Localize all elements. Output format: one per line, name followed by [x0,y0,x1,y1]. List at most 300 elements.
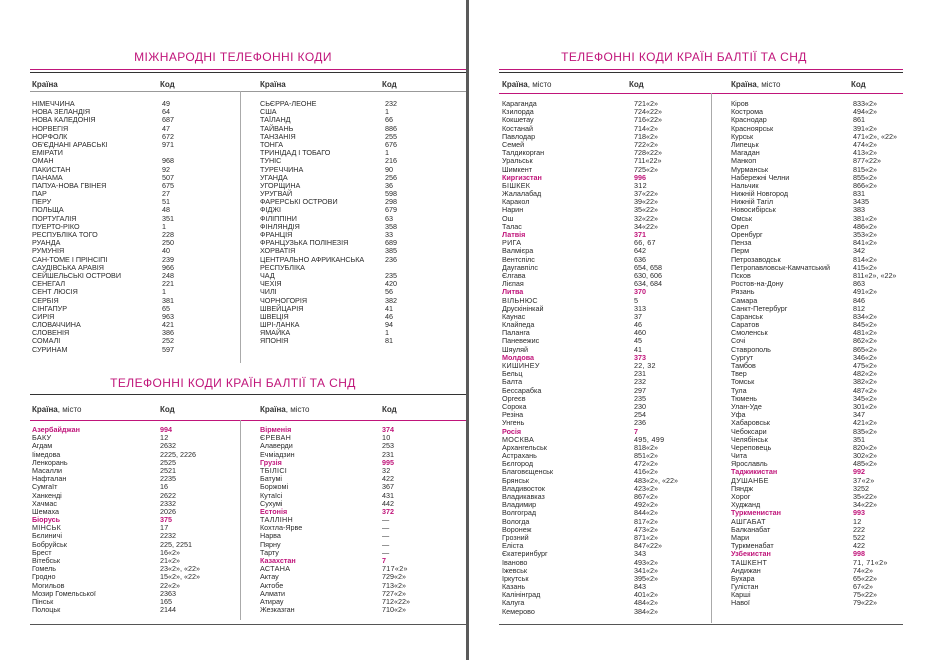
phone-code: 485«2» [853,459,877,469]
table-row [731,526,931,534]
place-name: ПУЕРТО-РІКО [32,221,80,231]
phone-code: 358 [385,221,397,231]
place-name: Нарва [260,531,281,541]
table-row [260,337,465,345]
phone-code: 855«2» [853,172,877,182]
table-row [502,518,707,526]
phone-code: 21«2» [160,556,180,565]
phone-code: 421 [162,320,174,330]
table-row [731,346,931,354]
cis-header-code-2: Код [382,405,397,414]
phone-code: 995 [382,457,394,467]
place-name: Чебоксари [731,426,767,436]
place-name: Балта [502,377,523,387]
table-row [731,362,931,370]
place-name: ПАПУА-НОВА ГВІНЕЯ [32,180,107,190]
phone-code: 1 [385,328,389,338]
place-name: Актобе [260,580,284,590]
table-row [260,524,465,532]
place-name: ФІЛІППІНИ [260,213,297,223]
phone-code: 416«2» [634,467,658,477]
table-row [502,608,707,616]
place-name: УРУГВАЙ [260,189,293,199]
table-row [731,174,931,182]
phone-code: 383 [853,205,865,215]
phone-code: 420 [385,279,397,289]
phone-code: 1 [385,107,389,117]
phone-code: 254 [634,410,646,420]
table-row [32,190,237,198]
place-name: ТАЇЛАНД [260,115,291,125]
phone-code: 867«2» [634,492,658,501]
place-name: Петропавловськ-Камчатський [731,262,831,272]
place-name: ЧИЛІ [260,287,277,297]
table-row [731,444,931,452]
phone-code: 301«2» [853,401,877,411]
phone-code: 679 [385,205,397,215]
table-row [260,606,465,614]
phone-code: 713«2» [382,580,406,590]
place-name: Архангельськ [502,442,547,452]
place-name: НОРВЕГІЯ [32,123,69,133]
table-row [731,125,931,133]
place-name: ФІНЛЯНДІЯ [260,221,300,231]
phone-code: 711«22» [634,156,662,166]
phone-code: 494«2» [853,107,877,117]
table-row [731,559,931,567]
phone-code: 495, 499 [634,434,665,444]
place-name: Астрахань [502,451,537,461]
header-rule [30,91,466,92]
phone-code: 636 [634,254,646,264]
place-name: ДУШАНБЕ [731,475,769,485]
place-name: Хорог [731,492,751,501]
phone-code: 886 [385,123,397,133]
table-row [32,500,237,508]
phone-code: 75«22» [853,590,877,600]
table-row [260,590,465,598]
phone-code: 41 [385,303,393,313]
country-row [32,516,237,524]
place-name: Гродно [32,572,56,582]
phone-code: 843 [634,582,646,592]
phone-code: 253 [382,441,394,451]
phone-code: 844«2» [634,508,658,518]
table-row [260,492,465,500]
phone-code: 49 [162,99,170,108]
place-name: Нижній Новгород [731,189,789,199]
table-row [32,492,237,500]
phone-code: 32«22» [634,213,658,223]
phone-code: 74«2» [853,565,873,575]
place-name: Смоленськ [731,328,768,338]
table-row [731,313,931,321]
table-row [502,534,707,542]
table-row [731,141,931,149]
phone-code: 367 [382,482,394,492]
place-name: ШРІ-ЛАНКА [260,320,300,330]
phone-code: 993 [853,508,865,518]
phone-code: 442 [382,498,394,508]
phone-code: 672 [162,131,174,141]
phone-code: 230 [634,401,646,411]
phone-code: 12 [853,516,862,526]
table-row [731,206,931,214]
place-name: Валмієра [502,246,534,256]
phone-code: 725«2» [634,164,658,174]
table-row [260,272,465,280]
place-name: Нижній Тагіл [731,197,774,207]
phone-code: 395«2» [634,573,658,583]
phone-code: 71, 71«2» [853,557,888,567]
table-row [260,264,465,272]
phone-code: 472«2» [634,459,658,469]
phone-code: 297 [634,385,646,395]
place-name: Брянськ [502,475,529,485]
phone-code: 232 [634,377,646,387]
place-name: Навої [731,598,750,608]
place-name: Іркутськ [502,573,529,583]
place-name: Сочі [731,336,746,346]
cis-list-2 [260,426,465,614]
phone-code: 46 [385,311,393,321]
place-name: РЕСПУБЛІКА ТОГО [32,230,98,239]
phone-code: 474«2» [853,139,877,149]
place-name: Шемаха [32,506,60,516]
place-name: Паланга [502,328,530,338]
phone-code: 371 [634,230,646,239]
place-name: ЦЕНТРАЛЬНО АФРИКАНСЬКА [260,254,365,264]
phone-code: 346«2» [853,352,877,362]
header-country-label: Країна [32,405,58,414]
phone-code: 39«22» [634,197,658,207]
place-name: Омськ [731,213,753,223]
table-row [731,329,931,337]
phone-code: 689 [385,238,397,248]
table-row [32,434,237,442]
place-name: СЛОВЕНІЯ [32,328,70,338]
place-name: СЛОВАЧЧИНА [32,320,81,330]
table-row [502,321,707,329]
place-name: ТАЛЛІНН [260,515,294,525]
phone-code: 845«2» [853,320,877,330]
phone-code: 342 [853,246,865,256]
place-name: Кокшетау [502,115,534,125]
title-rule [499,72,903,73]
phone-code: 225, 2251 [160,539,192,549]
place-name: МОСКВА [502,434,535,444]
column-divider [711,93,712,623]
phone-code: 2235 [160,474,176,484]
place-name: Пяндж [731,483,754,493]
header-country-1 [502,80,552,89]
phone-code: 248 [162,270,174,280]
place-name: Пярну [260,539,281,549]
phone-code: 491«2» [853,287,877,297]
table-row [260,500,465,508]
place-name: ЯМАЙКА [260,328,291,338]
table-row [731,370,931,378]
table-row [731,493,931,501]
phone-code: 232 [385,99,397,108]
place-name: БІШКЕК [502,180,531,190]
phone-code: 487«2» [853,385,877,395]
table-row [731,288,931,296]
place-name: Кутаїсі [260,490,283,500]
header-rule [499,93,903,94]
phone-code: 814«2» [853,254,877,264]
table-row [502,215,707,223]
phone-code: 484«2» [634,598,658,608]
table-row [32,549,237,557]
place-name: СУРИНАМ [32,344,68,354]
place-name: Липецьк [731,139,759,149]
phone-code: 2632 [160,441,176,451]
place-name: Ленкорань [32,457,68,467]
phone-code: 391«2» [853,123,877,133]
phone-code: 2525 [160,457,176,467]
place-name: КИШИНЕУ [502,361,540,370]
place-name: ЧЕХІЯ [260,279,282,289]
table-row [502,370,707,378]
phone-code: 2332 [160,498,176,508]
phone-code: 2026 [160,506,176,516]
phone-code: 373 [634,352,646,362]
place-name: ЧОРНОГОРІЯ [260,295,308,305]
place-name: Владимир [502,500,537,510]
place-name: Актау [260,572,279,582]
place-name: Улан-Уде [731,401,762,411]
phone-code: 481«2» [853,328,877,338]
place-name: Тарту [260,547,279,557]
place-name: Вентспілс [502,254,535,264]
table-row [260,133,465,141]
place-name: Калуга [502,598,525,608]
phone-code: 2622 [160,490,176,500]
table-row [731,280,931,288]
phone-code: 347 [853,410,865,420]
phone-code: 728«22» [634,148,662,158]
phone-code: 871«2» [634,532,658,542]
header-code-2: Код [851,80,866,89]
table-row [731,215,931,223]
phone-code: 35«22» [853,492,877,501]
place-name: Жезказган [260,605,295,615]
column-divider [240,420,241,620]
place-name: АШГАБАТ [731,516,766,526]
cis-list-right-1 [502,100,707,616]
table-row [260,541,465,549]
phone-code: 865«2» [853,344,877,354]
title-rule [30,394,466,395]
place-name: Шяуляй [502,344,529,354]
phone-code: 221 [162,279,174,289]
place-name: Литва [502,287,524,297]
place-name: Костанай [502,123,533,133]
phone-code: 381 [162,295,174,305]
table-row [260,166,465,174]
phone-code: 34«22» [634,221,658,231]
place-name: Боржомі [260,482,289,492]
place-name: Вірменія [260,425,292,434]
place-name: Єкатеринбург [502,549,548,559]
phone-code: 675 [162,180,174,190]
table-row [260,475,465,483]
table-row [731,378,931,386]
phone-code: — [382,523,390,533]
phone-code: 847«22» [634,541,662,551]
phone-code: 63 [385,213,393,223]
place-name: Клайпеда [502,320,535,330]
place-name: Андижан [731,565,761,575]
phone-code: 598 [385,189,397,199]
table-row [32,288,237,296]
place-name: ПЕРУ [32,197,52,207]
phone-code: 370 [634,287,646,297]
table-row [731,231,931,239]
place-name: ФРАНЦУЗЬКА ПОЛІНЕЗІЯ [260,238,349,248]
place-name: Сумгаїт [32,482,58,492]
place-name: Кохтла-Ярве [260,523,303,533]
phone-code: 34«22» [853,500,877,510]
table-row [502,157,707,165]
place-name: МІНСЬК [32,523,62,533]
phone-code: 471«2», «22» [853,131,897,141]
table-row [502,395,707,403]
phone-code: 493«2» [634,557,658,567]
place-name: Санкт-Петербург [731,303,788,313]
place-name: Курськ [731,131,754,141]
place-name: Тамбов [731,361,756,370]
phone-code: 846 [853,295,865,305]
place-name: Агдам [32,441,53,451]
place-name: Узбекистан [731,549,771,559]
place-name: Азербайджан [32,425,80,434]
table-row [731,133,931,141]
phone-code: 235 [385,270,397,280]
phone-code: 486«2» [853,221,877,231]
place-name: Еліста [502,541,524,551]
table-row [731,149,931,157]
phone-code: 861 [853,115,865,125]
place-name: Бєлиничі [32,531,62,541]
table-row [260,149,465,157]
place-name: Псков [731,270,751,280]
table-row [502,198,707,206]
intl-list-2 [260,100,465,346]
phone-code: 46 [634,320,642,330]
intl-codes-title: МІЖНАРОДНІ ТЕЛЕФОННІ КОДИ [134,50,332,64]
phone-code: 5 [634,295,639,305]
phone-code: 386 [162,328,174,338]
place-name: Таджикистан [731,467,778,477]
phone-code: 833«2» [853,99,877,108]
phone-code: 341«2» [634,565,658,575]
place-name: Челябінськ [731,434,768,444]
table-row [502,223,707,231]
table-row [502,411,707,419]
cis-header-country-2 [260,405,310,414]
place-name: Краснодар [731,115,767,125]
table-row [731,264,931,272]
place-name: Бєлгород [502,459,534,469]
place-name: ТБІЛІСІ [260,465,288,475]
phone-code: 79«22» [853,598,877,608]
table-row [260,451,465,459]
place-name: Полоцьк [32,605,61,615]
place-name: Кзилорда [502,107,534,117]
place-name: Уральськ [502,156,533,166]
place-name: Мари [731,532,750,542]
place-name: Грузія [260,457,282,467]
place-name: Оргеєв [502,393,526,403]
phone-code: 482«2» [853,369,877,379]
table-row [502,559,707,567]
phone-code: — [382,547,390,557]
place-name: Молдова [502,352,535,362]
place-name: Набережні Челни [731,172,790,182]
table-row [731,403,931,411]
table-row [502,591,707,599]
table-row [502,575,707,583]
phone-code: 2521 [160,465,176,475]
phone-code: 17 [160,523,169,533]
country-row [32,426,237,434]
phone-code: 423«2» [634,483,658,493]
place-name: Балканабат [731,524,771,534]
phone-code: 22, 32 [634,361,656,370]
table-row [32,305,237,313]
intl-header-code-1: Код [160,80,175,89]
place-name: Кострома [731,107,764,117]
place-name: СЕНТ ЛЮСІЯ [32,287,78,297]
phone-code: 597 [162,344,174,354]
phone-code: 37 [634,311,642,321]
place-name: Тюмень [731,393,758,403]
phone-code: 431 [382,490,394,500]
phone-code: 343 [634,549,646,559]
place-name: Друскінінкай [502,303,544,313]
phone-code: 16 [160,482,168,492]
phone-code: 236 [634,418,646,428]
phone-code: 381«2» [853,213,877,223]
phone-code: 812 [853,303,865,313]
place-name: Ставрополь [731,344,771,354]
place-name: РИГА [502,238,522,248]
phone-code: 384«2» [634,606,658,616]
table-row [502,305,707,313]
table-row [502,550,707,558]
place-name: Ечміадзин [260,449,295,459]
place-name: ПОЛЬЩА [32,205,64,215]
phone-code: 866«2» [853,180,877,190]
table-row [32,459,237,467]
place-name: РУМУНІЯ [32,246,65,256]
table-row [32,508,237,516]
phone-code: 45 [634,336,642,346]
phone-code: 37«22» [634,189,658,199]
place-name: Естонія [260,506,288,516]
phone-code: 35«22» [634,205,658,215]
place-name: Даугавпілс [502,262,538,272]
place-name: Могильов [32,580,65,590]
place-name: Грозний [502,532,529,542]
table-row [502,567,707,575]
phone-code: 634, 684 [634,279,662,289]
intl-header-country-2: Країна [260,80,286,89]
intl-list-1 [32,100,237,354]
place-name: НОВА ЗЕЛАНДІЯ [32,107,91,117]
